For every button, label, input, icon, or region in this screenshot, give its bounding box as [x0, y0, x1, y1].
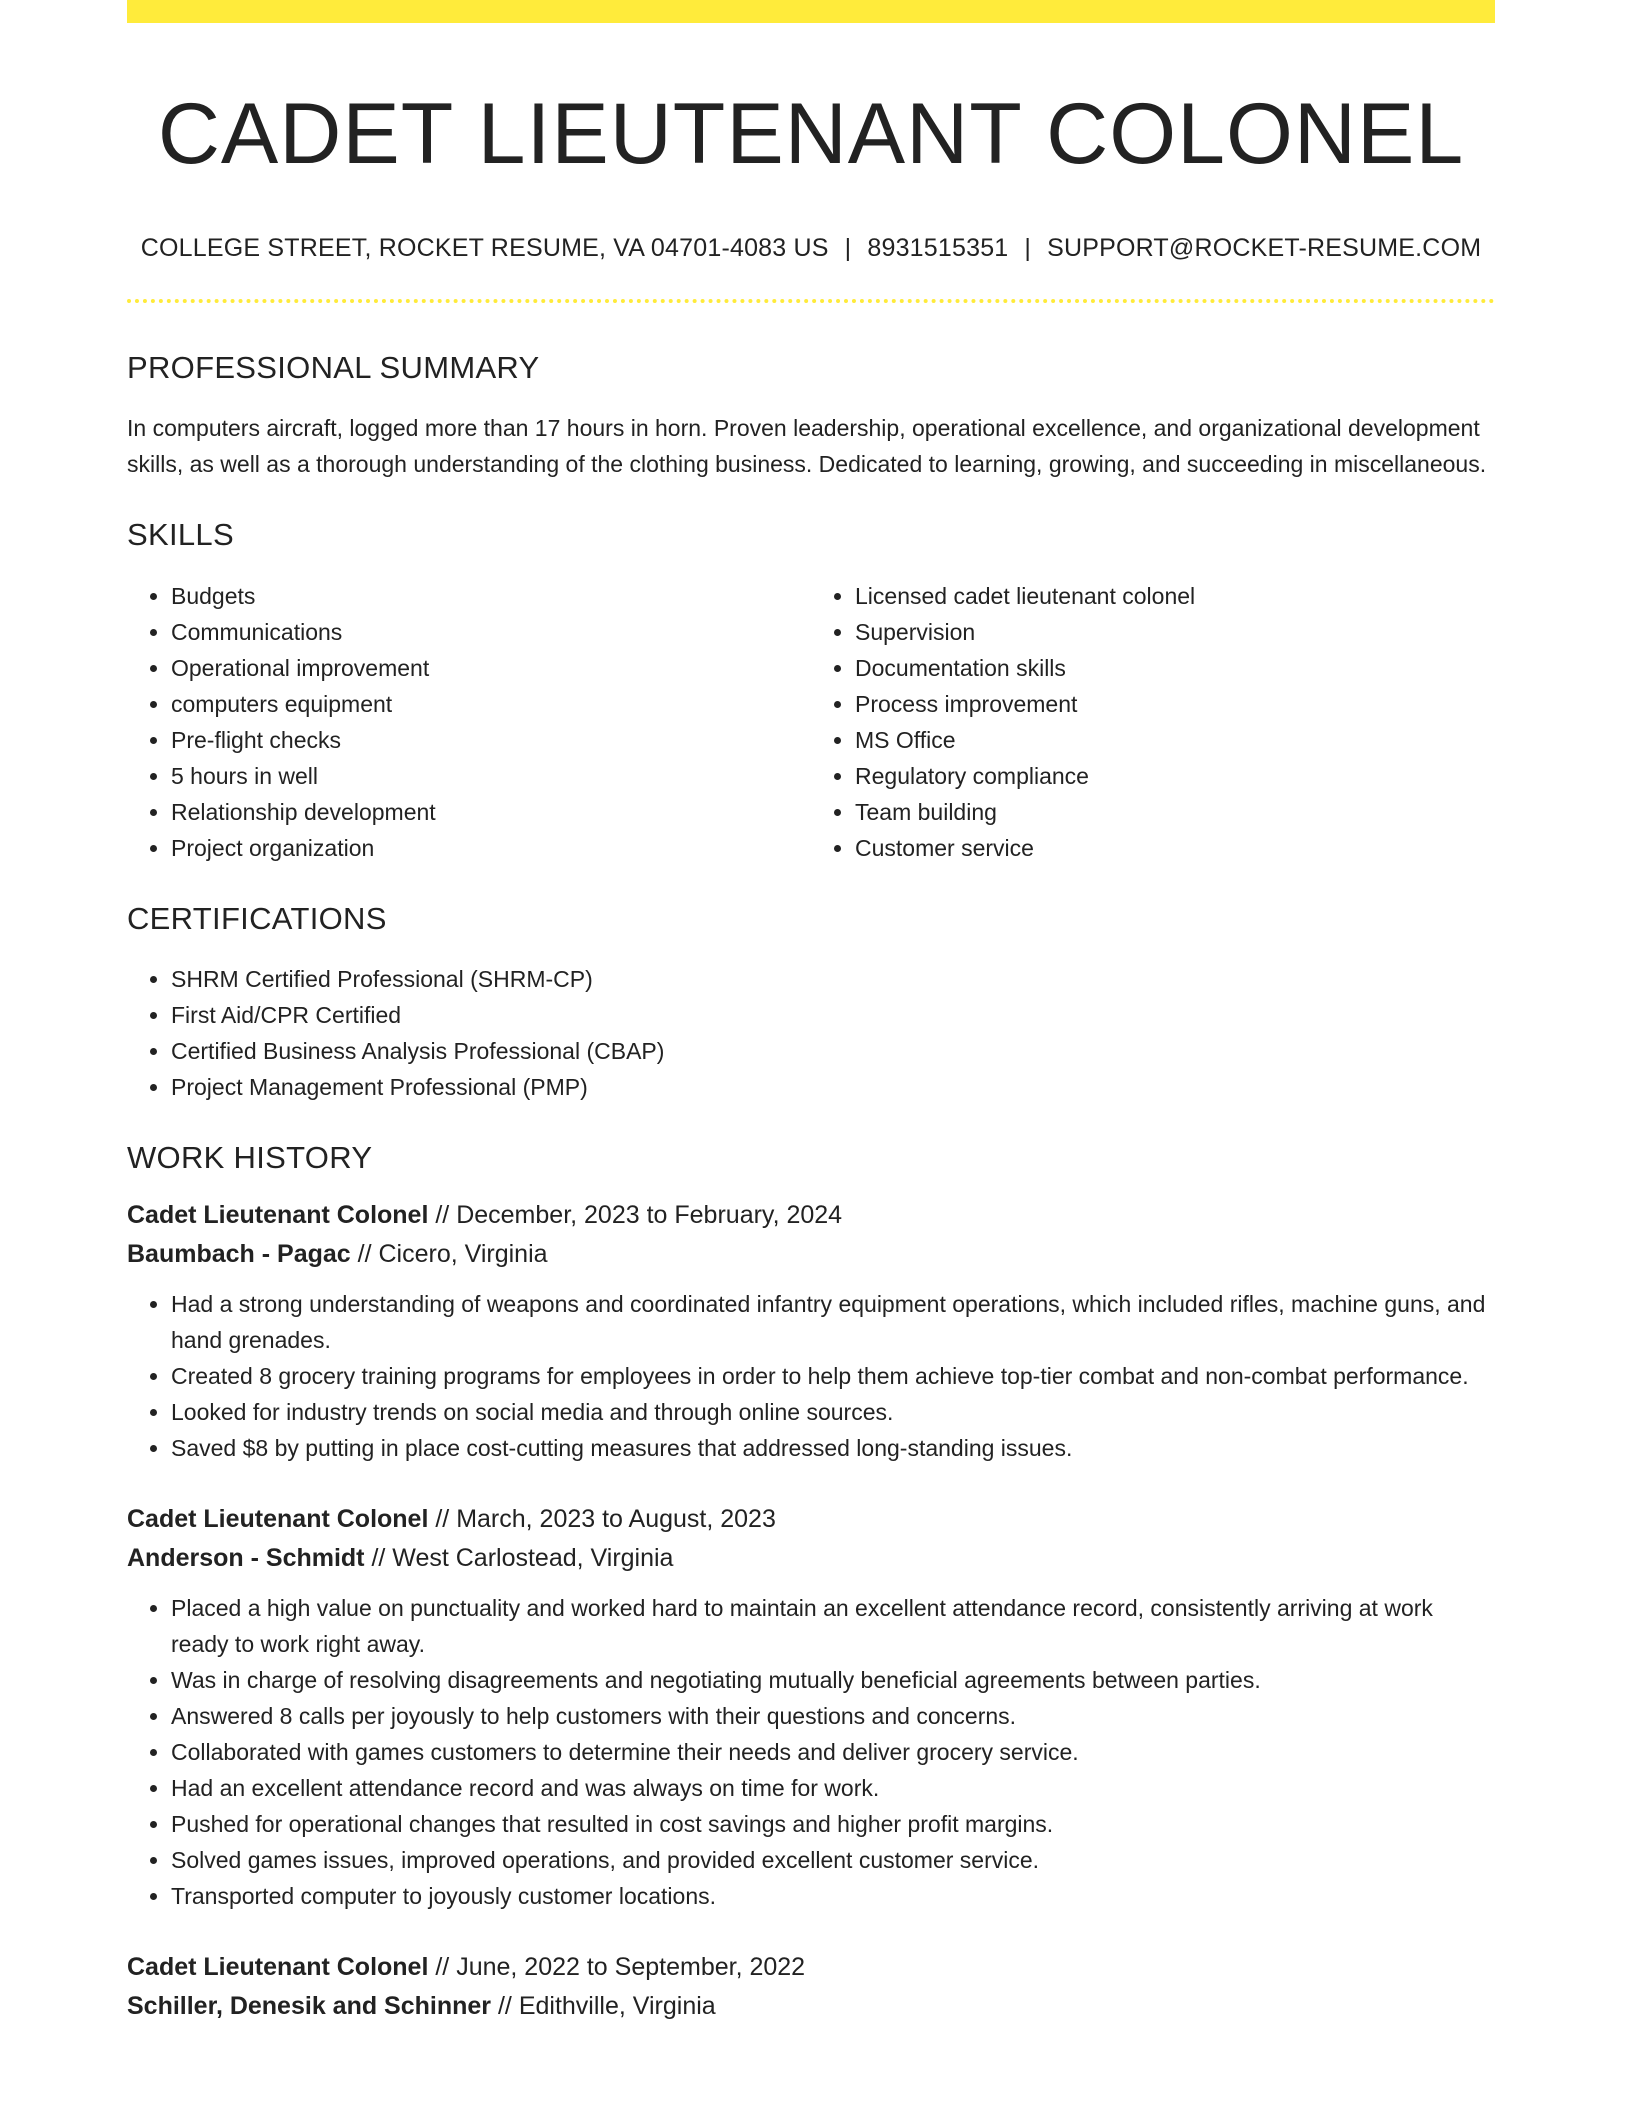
job-entry: [127, 1500, 1495, 1914]
certifications-heading: CERTIFICATIONS: [127, 900, 387, 936]
skills-section: [127, 516, 1495, 865]
skills-list-left: [127, 578, 811, 866]
list-item: • 5 hours in well: [171, 758, 811, 794]
job-title: Cadet Lieutenant Colonel: [127, 1952, 429, 1981]
list-item: • Team building: [855, 794, 1495, 830]
dotted-divider: [127, 299, 1495, 303]
list-item: • Certified Business Analysis Professional (CBAP): [171, 1033, 1495, 1069]
job-bullets: [127, 1590, 1495, 1914]
list-item: • Supervision: [855, 614, 1495, 650]
skills-columns: [127, 578, 1495, 866]
list-item: • Project organization: [171, 830, 811, 866]
job-title-line: [127, 1948, 1495, 1987]
contact-separator: |: [844, 234, 852, 263]
list-item: • Pre-flight checks: [171, 722, 811, 758]
job-company-line: [127, 1235, 1495, 1274]
certifications-section: [127, 900, 1495, 1105]
job-bullets: [127, 1286, 1495, 1466]
contact-line: [127, 234, 1495, 263]
job-bullet: • Transported computer to joyously customer locations.: [171, 1878, 1495, 1914]
list-item: • Customer service: [855, 830, 1495, 866]
job-title: Cadet Lieutenant Colonel: [127, 1200, 429, 1229]
job-bullet: • Pushed for operational changes that resulted in cost savings and higher profit margins.: [171, 1806, 1495, 1842]
summary-text: In computers aircraft, logged more than 17 hours in horn. Proven leadership, operational excellence, and organizational development skills, as well as a thorough understanding of the clothing business. Dedicated to learning, growing, and succeeding in miscellaneous.: [127, 415, 1487, 478]
job-company-line: [127, 1987, 1495, 2026]
job-location: // Cicero, Virginia: [357, 1239, 548, 1268]
list-item: • Communications: [171, 614, 811, 650]
job-bullet: • Answered 8 calls per joyously to help customers with their questions and concerns.: [171, 1698, 1495, 1734]
job-bullet: • Collaborated with games customers to determine their needs and deliver grocery service.: [171, 1734, 1495, 1770]
phone-number: 8931515351: [867, 234, 1009, 263]
job-bullet: • Had a strong understanding of weapons and coordinated infantry equipment operations, which included rifles, machine guns, and hand grenades.: [171, 1286, 1495, 1358]
job-bullet: • Created 8 grocery training programs for employees in order to help them achieve top-tier combat and non-combat performance.: [171, 1358, 1495, 1394]
job-company: Baumbach - Pagac: [127, 1239, 351, 1268]
email-address[interactable]: SUPPORT@ROCKET-RESUME.COM: [1047, 234, 1482, 263]
jobs-container: [127, 1196, 1495, 2026]
job-bullet: • Was in charge of resolving disagreements and negotiating mutually beneficial agreements between parties.: [171, 1662, 1495, 1698]
list-item: • Process improvement: [855, 686, 1495, 722]
skills-heading: SKILLS: [127, 517, 234, 553]
job-dates: // March, 2023 to August, 2023: [435, 1504, 776, 1533]
skills-list-right: [811, 578, 1495, 866]
summary-section: [127, 349, 1495, 482]
list-item: • Budgets: [171, 578, 811, 614]
list-item: • First Aid/CPR Certified: [171, 997, 1495, 1033]
job-bullet: • Placed a high value on punctuality and worked hard to maintain an excellent attendance record, consistently arriving at work ready to work right away.: [171, 1590, 1495, 1662]
work-history-section: [127, 1139, 1495, 2026]
resume-page: [127, 0, 1495, 2026]
job-location: // West Carlostead, Virginia: [371, 1543, 674, 1572]
list-item: • Project Management Professional (PMP): [171, 1069, 1495, 1105]
address: COLLEGE STREET, ROCKET RESUME, VA 04701-4083 US: [140, 234, 829, 263]
list-item: • MS Office: [855, 722, 1495, 758]
list-item: • Relationship development: [171, 794, 811, 830]
job-bullet: • Solved games issues, improved operations, and provided excellent customer service.: [171, 1842, 1495, 1878]
work-history-heading: WORK HISTORY: [127, 1139, 373, 1175]
list-item: • computers equipment: [171, 686, 811, 722]
accent-top-bar: [127, 0, 1495, 23]
job-location: // Edithville, Virginia: [497, 1991, 716, 2020]
list-item: • Regulatory compliance: [855, 758, 1495, 794]
job-title: Cadet Lieutenant Colonel: [127, 1504, 429, 1533]
job-title-line: [127, 1500, 1495, 1539]
job-company: Schiller, Denesik and Schinner: [127, 1991, 492, 2020]
job-dates: // June, 2022 to September, 2022: [435, 1952, 806, 1981]
list-item: • Documentation skills: [855, 650, 1495, 686]
list-item: • SHRM Certified Professional (SHRM-CP): [171, 961, 1495, 997]
job-bullet: • Saved $8 by putting in place cost-cutting measures that addressed long-standing issues.: [171, 1430, 1495, 1466]
job-company: Anderson - Schmidt: [127, 1543, 365, 1572]
job-entry: [127, 1948, 1495, 2026]
job-dates: // December, 2023 to February, 2024: [435, 1200, 843, 1229]
candidate-name: CADET LIEUTENANT COLONEL: [157, 86, 1465, 182]
certifications-list: [127, 961, 1495, 1105]
job-entry: [127, 1196, 1495, 1466]
job-company-line: [127, 1539, 1495, 1578]
list-item: • Licensed cadet lieutenant colonel: [855, 578, 1495, 614]
job-bullet: • Looked for industry trends on social media and through online sources.: [171, 1394, 1495, 1430]
contact-separator: |: [1024, 234, 1032, 263]
list-item: • Operational improvement: [171, 650, 811, 686]
job-title-line: [127, 1196, 1495, 1235]
job-bullet: • Had an excellent attendance record and was always on time for work.: [171, 1770, 1495, 1806]
summary-heading: PROFESSIONAL SUMMARY: [127, 350, 540, 386]
